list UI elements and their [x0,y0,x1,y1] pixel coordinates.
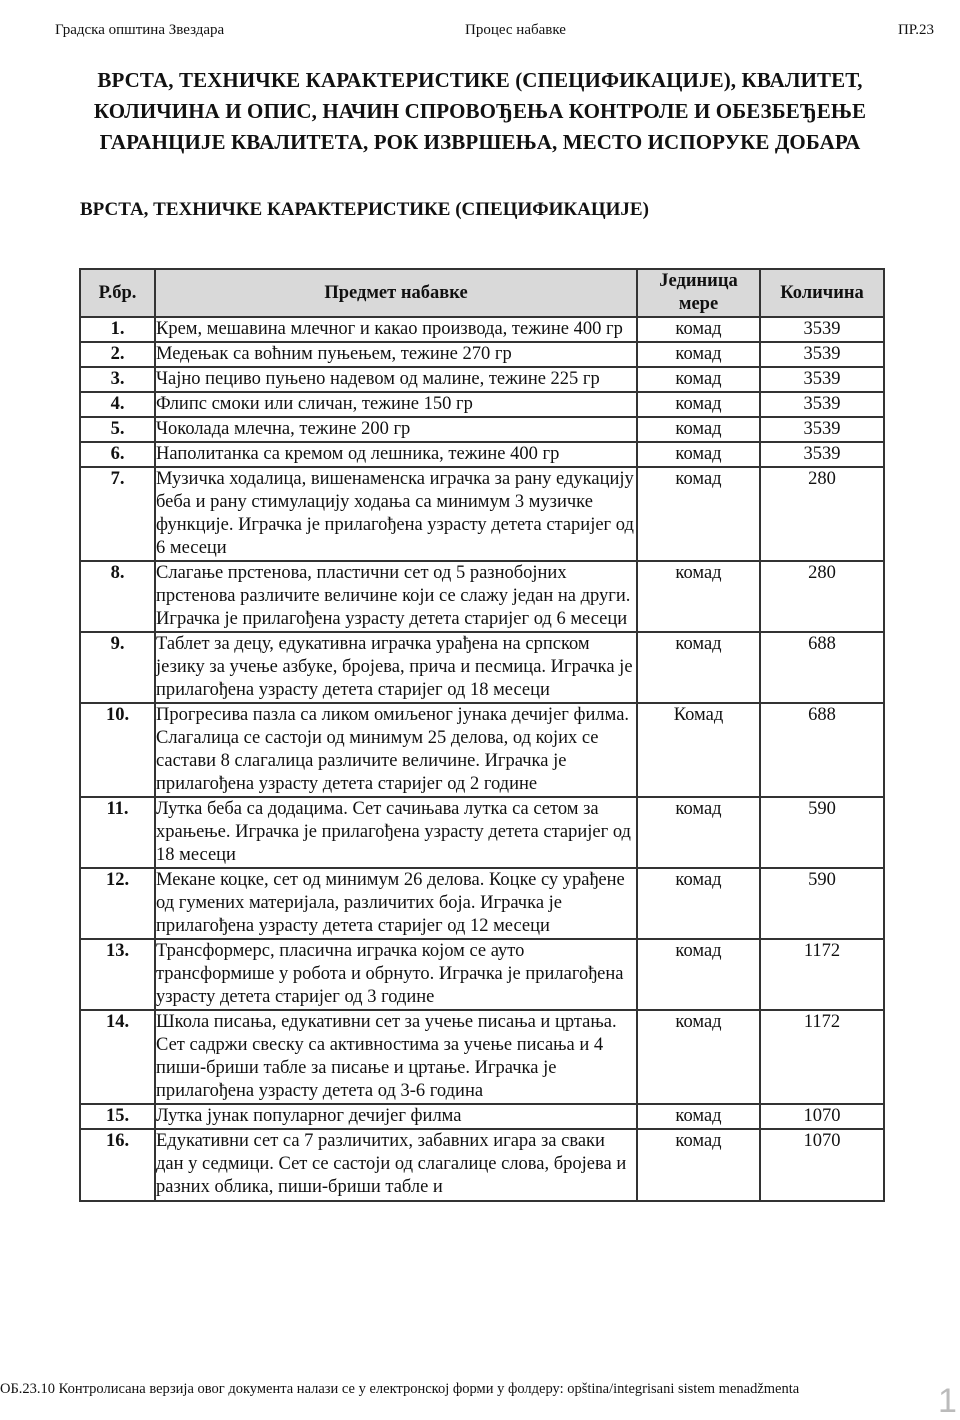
row-item: Чоколада млечна, тежине 200 гр [155,417,637,442]
page-indicator: 1 [938,1382,957,1420]
row-number: 7. [80,467,155,561]
row-unit: комад [637,467,760,561]
row-item: Таблет за децу, едукативна играчка урађена на српском језику за учење азбуке, бројева, прича и песмица. Играчка је прилагођена узрасту детета старијег од 18 месеци [155,632,637,703]
row-item: Школа писања, едукативни сет за учење писања и цртања. Сет садржи свеску са активностима за учење писања и 4 пиши-бриши табле за писање и цртање. Играчка је прилагођена узрасту детета од 3-6 година [155,1010,637,1104]
row-item: Трансформерс, пласична играчка којом се ауто трансформише у робота и обрнуто. Играчка је прилагођена узрасту детета старијег од 3 године [155,939,637,1010]
row-quantity: 3539 [760,317,884,342]
row-number: 5. [80,417,155,442]
table-row [80,703,884,797]
row-number: 8. [80,561,155,632]
row-item: Прогресива пазла са ликом омиљеног јунака дечијег филма. Слагалица се састоји од минимум 25 делова, од којих се састави 8 слагалица различите величине. Играчка је прилагођена узрасту детета старијег од 2 године [155,703,637,797]
row-item: Мекане коцке, сет од минимум 26 делова. Коцке су урађене од гумених материјала, различитих боја. Играчка је прилагођена узрасту детета старијег од 12 месеци [155,868,637,939]
row-quantity: 3539 [760,442,884,467]
document-footer: ОБ.23.10 Контролисана верзија овог документа налази се у електронској форми у фолдеру: opština/integrisani sistem menadžmenta [0,1381,800,1397]
row-item: Слагање прстенова, пластични сет од 5 разнобојних прстенова различите величине који се слажу један на други. Играчка је прилагођена узрасту детета старијег од 6 месеци [155,561,637,632]
table-row [80,1129,884,1201]
row-number: 2. [80,342,155,367]
row-number: 1. [80,317,155,342]
row-quantity: 1070 [760,1104,884,1129]
row-quantity: 280 [760,561,884,632]
column-header-quantity: Количина [760,269,884,317]
row-item: Медењак са воћним пуњењем, тежине 270 гр [155,342,637,367]
row-number: 12. [80,868,155,939]
row-number: 15. [80,1104,155,1129]
table-row [80,317,884,342]
row-number: 16. [80,1129,155,1201]
row-number: 6. [80,442,155,467]
row-unit: комад [637,1104,760,1129]
column-header-item: Предмет набавке [155,269,637,317]
row-unit: комад [637,632,760,703]
table-body [80,317,884,1201]
row-unit: комад [637,417,760,442]
row-item: Наполитанка са кремом од лешника, тежине 400 гр [155,442,637,467]
row-quantity: 1172 [760,939,884,1010]
table-header-row [80,269,884,317]
header-organization: Градска општина Звездара [55,22,225,38]
table-row [80,417,884,442]
row-unit: комад [637,317,760,342]
table-row [80,442,884,467]
row-quantity: 590 [760,868,884,939]
row-unit: комад [637,868,760,939]
row-quantity: 3539 [760,392,884,417]
table-row [80,797,884,868]
row-quantity: 3539 [760,367,884,392]
table-row [80,1010,884,1104]
row-quantity: 1070 [760,1129,884,1201]
row-number: 4. [80,392,155,417]
page-header [55,22,934,44]
table-row [80,561,884,632]
row-item: Лутка беба са додацима. Сет сачињава лутка са сетом за храњење. Играчка је прилагођена узрасту детета старијег од 18 месеци [155,797,637,868]
table-row [80,939,884,1010]
row-unit: комад [637,342,760,367]
row-unit: Комад [637,703,760,797]
column-header-unit: Јединица мере [637,269,760,317]
row-item: Лутка јунак популарног дечијег филма [155,1104,637,1129]
row-item: Флипс смоки или сличан, тежине 150 гр [155,392,637,417]
row-unit: комад [637,1129,760,1201]
document-title: ВРСТА, ТЕХНИЧКЕ КАРАКТЕРИСТИКЕ (СПЕЦИФИКАЦИЈЕ), КВАЛИТЕТ, КОЛИЧИНА И ОПИС, НАЧИН СПРОВОЂЕЊА КОНТРОЛЕ И ОБЕЗБЕЂЕЊЕ ГАРАНЦИЈЕ КВАЛИТЕТА, РОК ИЗВРШЕЊА, МЕСТО ИСПОРУКЕ ДОБАРА [93,68,867,154]
row-quantity: 3539 [760,342,884,367]
row-unit: комад [637,392,760,417]
table-row [80,392,884,417]
row-quantity: 280 [760,467,884,561]
table-row [80,632,884,703]
table-row [80,868,884,939]
row-quantity: 688 [760,632,884,703]
row-item: Музичка ходалица, вишенаменска играчка за рану едукацију беба и рану стимулацију ходања са минимум 3 музичке функције. Играчка је прилагођена узрасту детета старијег од 6 месеци [155,467,637,561]
row-number: 11. [80,797,155,868]
table-row [80,1104,884,1129]
table-row [80,342,884,367]
row-unit: комад [637,442,760,467]
row-unit: комад [637,797,760,868]
row-quantity: 688 [760,703,884,797]
row-number: 14. [80,1010,155,1104]
row-unit: комад [637,561,760,632]
column-header-number: Р.бр. [80,269,155,317]
section-title: ВРСТА, ТЕХНИЧКЕ КАРАКТЕРИСТИКЕ (СПЕЦИФИКАЦИЈЕ) [80,199,649,220]
header-code: ПР.23 [897,22,934,38]
row-unit: комад [637,939,760,1010]
row-quantity: 3539 [760,417,884,442]
row-number: 9. [80,632,155,703]
row-number: 3. [80,367,155,392]
row-item: Едукативни сет са 7 различитих, забавних игара за сваки дан у седмици. Сет се састоји од слагалице слова, бројева и разних облика, пиши-бриши табле и [155,1129,637,1201]
header-process: Процес набавке [465,22,566,38]
row-number: 10. [80,703,155,797]
row-number: 13. [80,939,155,1010]
row-unit: комад [637,367,760,392]
row-quantity: 1172 [760,1010,884,1104]
table-row [80,467,884,561]
row-unit: комад [637,1010,760,1104]
specification-table [79,268,885,1202]
table-header [80,269,884,317]
table-row [80,367,884,392]
row-item: Чајно пециво пуњено надевом од малине, тежине 225 гр [155,367,637,392]
row-quantity: 590 [760,797,884,868]
row-item: Крем, мешавина млечног и какао производа, тежине 400 гр [155,317,637,342]
